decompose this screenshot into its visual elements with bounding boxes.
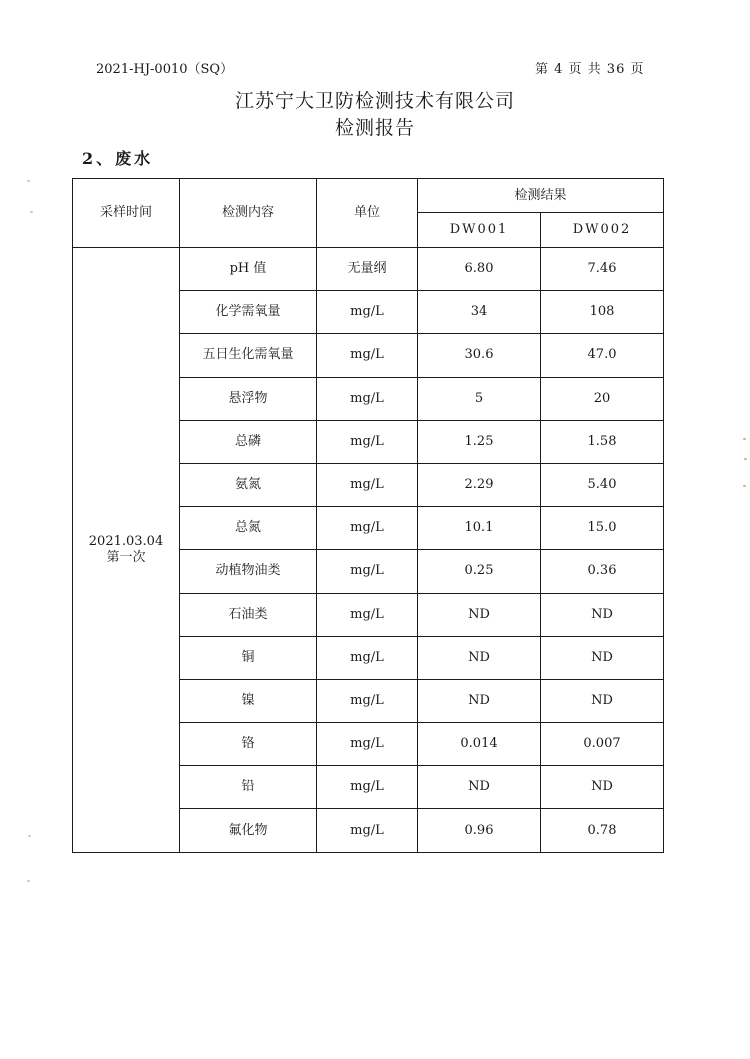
dw001-value: ND — [418, 636, 541, 679]
dw002-value: 0.36 — [541, 550, 664, 593]
unit-cell: mg/L — [317, 463, 418, 506]
unit-cell: mg/L — [317, 550, 418, 593]
scan-speck — [28, 835, 31, 837]
section-heading: 2、废水 — [82, 149, 154, 168]
dw001-value: ND — [418, 766, 541, 809]
header-sample-time: 采样时间 — [73, 179, 180, 248]
unit-cell: mg/L — [317, 334, 418, 377]
dw001-value: 0.96 — [418, 809, 541, 852]
header-unit: 单位 — [317, 179, 418, 248]
header-results: 检测结果 — [418, 179, 664, 213]
scan-speck — [27, 180, 30, 182]
dw001-value: 5 — [418, 377, 541, 420]
dw002-value: ND — [541, 766, 664, 809]
dw001-value: 30.6 — [418, 334, 541, 377]
dw002-value: 20 — [541, 377, 664, 420]
item-cell: 石油类 — [180, 593, 317, 636]
dw001-value: 0.25 — [418, 550, 541, 593]
unit-cell: mg/L — [317, 679, 418, 722]
header-sample-dw002: DW002 — [541, 213, 664, 248]
item-cell: 铅 — [180, 766, 317, 809]
unit-cell: mg/L — [317, 291, 418, 334]
sample-time-cell — [73, 248, 180, 853]
dw001-value: 34 — [418, 291, 541, 334]
table-row — [73, 248, 664, 291]
scan-speck — [30, 211, 33, 213]
header-test-item: 检测内容 — [180, 179, 317, 248]
item-cell: 五日生化需氧量 — [180, 334, 317, 377]
header-sample-dw001: DW001 — [418, 213, 541, 248]
wastewater-results-table — [72, 178, 664, 853]
unit-cell: mg/L — [317, 723, 418, 766]
item-cell: pH 值 — [180, 248, 317, 291]
item-cell: 氨氮 — [180, 463, 317, 506]
item-cell: 化学需氧量 — [180, 291, 317, 334]
dw002-value: 0.007 — [541, 723, 664, 766]
dw001-value: 0.014 — [418, 723, 541, 766]
dw002-value: 15.0 — [541, 507, 664, 550]
unit-cell: mg/L — [317, 766, 418, 809]
report-title: 检测报告 — [334, 117, 415, 139]
dw002-value: 47.0 — [541, 334, 664, 377]
item-cell: 悬浮物 — [180, 377, 317, 420]
dw002-value: 1.58 — [541, 420, 664, 463]
item-cell: 总磷 — [180, 420, 317, 463]
sample-round: 第一次 — [106, 549, 146, 565]
scan-speck — [743, 438, 746, 440]
scan-speck — [27, 880, 30, 882]
scan-speck — [743, 485, 746, 487]
unit-cell: mg/L — [317, 593, 418, 636]
dw002-value: 0.78 — [541, 809, 664, 852]
sample-date: 2021.03.04 — [88, 533, 164, 549]
document-id: 2021-HJ-0010（SQ） — [96, 62, 234, 77]
dw002-value: 7.46 — [541, 248, 664, 291]
dw001-value: ND — [418, 679, 541, 722]
item-cell: 总氮 — [180, 507, 317, 550]
item-cell: 氟化物 — [180, 809, 317, 852]
scan-speck — [744, 458, 747, 460]
unit-cell: mg/L — [317, 507, 418, 550]
item-cell: 动植物油类 — [180, 550, 317, 593]
unit-cell: mg/L — [317, 636, 418, 679]
dw001-value: 10.1 — [418, 507, 541, 550]
page-number: 第 4 页 共 36 页 — [535, 62, 645, 77]
dw001-value: 2.29 — [418, 463, 541, 506]
unit-cell: mg/L — [317, 377, 418, 420]
dw001-value: ND — [418, 593, 541, 636]
unit-cell: 无量纲 — [317, 248, 418, 291]
dw002-value: ND — [541, 636, 664, 679]
unit-cell: mg/L — [317, 420, 418, 463]
table-header-row — [73, 179, 664, 213]
unit-cell: mg/L — [317, 809, 418, 852]
dw001-value: 6.80 — [418, 248, 541, 291]
dw002-value: ND — [541, 593, 664, 636]
item-cell: 铜 — [180, 636, 317, 679]
company-name: 江苏宁大卫防检测技术有限公司 — [234, 90, 515, 112]
dw001-value: 1.25 — [418, 420, 541, 463]
item-cell: 铬 — [180, 723, 317, 766]
dw002-value: ND — [541, 679, 664, 722]
dw002-value: 5.40 — [541, 463, 664, 506]
dw002-value: 108 — [541, 291, 664, 334]
item-cell: 镍 — [180, 679, 317, 722]
